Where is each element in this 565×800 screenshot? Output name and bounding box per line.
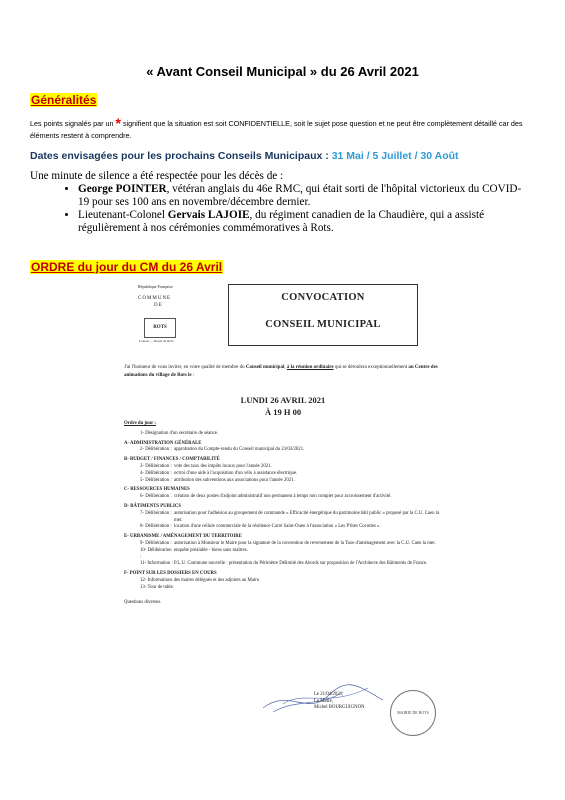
death-name: George POINTER <box>78 183 167 195</box>
agenda-item-value: P.L.U. Commune nouvelle : présentation du Périmètre Délimité des Abords sur proposition de l'Architecte des Bâtiments de France. <box>174 561 428 567</box>
agenda <box>124 421 444 606</box>
agenda-item <box>124 464 444 471</box>
generalites-heading-text: Généralités <box>31 93 97 107</box>
intro-text: qui se déroulera exceptionnellement <box>333 365 409 370</box>
death-item <box>78 209 530 235</box>
page-title: « Avant Conseil Municipal » du 26 Avril 2021 <box>146 64 419 79</box>
commune-label <box>138 295 198 309</box>
death-item <box>78 183 530 209</box>
note-before-star: Les points signalés par un <box>30 119 114 128</box>
agenda-item: 12- Informations des maires délégués et des adjoints au Maire. <box>140 577 261 583</box>
questions-diverses: Questions diverses. <box>124 599 162 605</box>
generalites-heading <box>30 91 97 109</box>
agenda-heading: Ordre du jour : <box>124 421 156 426</box>
next-council-dates <box>30 150 459 162</box>
meeting-time: À 19 H 00 <box>264 407 302 417</box>
agenda-item <box>124 524 444 531</box>
republique-label: République Française <box>138 284 173 289</box>
agenda-item <box>124 478 444 485</box>
agenda-item-key: 4- Délibération : <box>140 470 172 476</box>
intro-bold: à la réunion ordinaire <box>286 365 334 370</box>
confidential-note <box>30 117 540 142</box>
death-text: , du régiment canadien de la Chaudière, qui a assisté régulièrement à nos cérémonies commémoratives à Rots. <box>78 209 485 234</box>
agenda-item-key: 6- Délibération : <box>140 494 172 500</box>
agenda-item: 1- Désignation d'un secrétaire de séance. <box>140 430 219 436</box>
agenda-item <box>124 561 444 568</box>
agenda-item <box>124 494 444 501</box>
agenda-section: A- ADMINISTRATION GÉNÉRALE <box>124 440 202 446</box>
agenda-item-key: 5- Délibération : <box>140 477 172 483</box>
deaths-list <box>30 183 530 235</box>
silence-intro: Une minute de silence a été respectée pour les décès de : <box>30 170 284 182</box>
crest-subtitle: Lasson — Rosel de Rots <box>139 339 174 343</box>
death-name: Gervais LAJOIE <box>167 209 250 221</box>
star-icon: * <box>115 115 121 131</box>
convocation-intro <box>124 364 450 379</box>
commune-line1: COMMUNE <box>138 296 172 301</box>
signature-block <box>314 692 365 712</box>
agenda-item-value: location d'une cellule commerciale de la résidence Carré Saint-Ouen à l'association « Les P'tites Cocottes ». <box>174 524 381 530</box>
agenda-item: 13- Tour de table. <box>140 584 174 590</box>
agenda-item-value: autorisation à Monsieur le Maire pour la signature de la convention de reversement de la Taxe d'aménagement avec la C.U. Caen la mer. <box>174 540 436 546</box>
agenda-item-key: 8- Délibération : <box>140 524 172 530</box>
note-after-star: signifient que la situation est soit CONFIDENTIELLE, soit le sujet pose question et ne peut être complètement détaillé car des éléments restent à comprendre. <box>30 119 523 140</box>
agenda-item-key: 3- Délibération : <box>140 463 172 469</box>
convocation-title-box <box>228 284 418 346</box>
agenda-section: B- BUDGET / FINANCES / COMPTABILITÉ <box>124 457 220 463</box>
sign-name: Michel BOURGUIGNON <box>314 705 365 710</box>
agenda-item <box>124 511 444 525</box>
agenda-item-value: création de deux postes d'adjoint administratif non permanent à temps non complet pour accroissement d'activité. <box>174 494 392 500</box>
agenda-item-value: attribution des subventions aux associations pour l'année 2021. <box>174 477 295 483</box>
agenda-item-key: 11- Information : <box>140 561 173 567</box>
agenda-section: E- URBANISME / AMÉNAGEMENT DU TERRITOIRE <box>124 534 242 540</box>
intro-text: , <box>284 365 287 370</box>
intro-bold: Conseil municipal <box>245 365 285 370</box>
ordre-heading <box>30 258 223 276</box>
death-prefix: Lieutenant-Colonel <box>78 209 168 221</box>
agenda-item-value: enquête préalable - biens sans maîtres. <box>174 547 248 553</box>
agenda-item-value: approbation du Compte-rendu du Conseil municipal du 23/03/2021. <box>174 447 305 453</box>
conseil-municipal-title: CONSEIL MUNICIPAL <box>265 319 381 330</box>
convocation-title: CONVOCATION <box>281 292 365 303</box>
rots-crest-logo: ROTS <box>144 318 176 338</box>
agenda-section: D- BÂTIMENTS PUBLICS <box>124 503 182 509</box>
intro-text: : <box>191 372 195 378</box>
agenda-section: C- RESSOURCES HUMAINES <box>124 487 190 493</box>
dates-label: Dates envisagées pour les prochains Conseils Municipaux <box>30 150 323 162</box>
dates-values: 31 Mai / 5 Juillet / 30 Août <box>331 150 459 162</box>
agenda-item-key: 9- Délibération : <box>140 540 172 546</box>
intro-text: J'ai l'honneur de vous inviter, en votre qualité de membre du <box>124 365 246 370</box>
agenda-item-key: 7- Délibération : <box>140 510 172 516</box>
minute-of-silence <box>30 170 530 235</box>
ordre-heading-text: ORDRE du jour du CM du 26 Avril <box>31 260 223 274</box>
death-text: , vétéran anglais du 46e RMC, qui était sorti de l'hôpital victorieux du COVID-19 pour ses 100 ans en novembre/décembre dernier. <box>78 183 522 208</box>
agenda-item-value: autorisation pour l'adhésion au groupement de commande « Efficacité énergétique du patrimoine bâti public » proposé par la C.U. Caen la mer. <box>174 510 440 523</box>
convocation-document <box>118 284 448 774</box>
meeting-date: LUNDI 26 AVRIL 2021 <box>240 395 326 405</box>
mairie-stamp: MAIRIE DE ROTS <box>390 690 436 736</box>
intro-bold: au Centre des animations du village de Rots le <box>124 365 438 378</box>
sign-role: Le Maire, <box>314 698 333 704</box>
agenda-item <box>124 541 444 548</box>
agenda-item <box>124 548 444 562</box>
agenda-item-key: 2- Délibération : <box>140 447 172 453</box>
agenda-item-key: 10- Délibération : <box>140 547 172 560</box>
agenda-item <box>124 447 444 454</box>
agenda-item-value: octroi d'une aide à l'acquisition d'un vélo à assistance électrique. <box>174 470 298 476</box>
agenda-section: F- POINT SUR LES DOSSIERS EN COURS <box>124 571 217 577</box>
sign-date: Le 21/04/2021, <box>314 692 344 697</box>
meeting-datetime <box>118 394 448 418</box>
commune-line2: DE <box>154 303 163 308</box>
agenda-item <box>124 471 444 478</box>
agenda-item-value: vote des taux des impôts locaux pour l'année 2021. <box>174 463 272 469</box>
dates-separator: : <box>322 150 332 162</box>
